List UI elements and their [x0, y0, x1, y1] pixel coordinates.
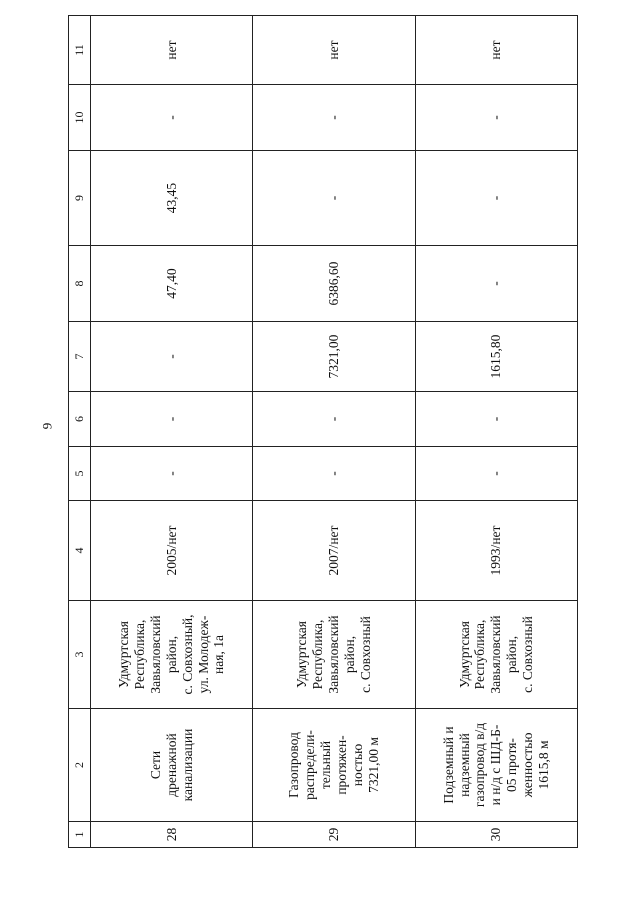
col10-cell: - [91, 85, 253, 151]
col11-cell: нет [253, 16, 415, 85]
text-line: протяжен- [334, 735, 349, 795]
table-header-row [69, 16, 91, 848]
text-line: Удмуртская [115, 621, 131, 689]
object-name [415, 709, 577, 822]
header-cell: 2 [69, 709, 91, 822]
col6-cell: - [253, 392, 415, 447]
col7-cell: - [91, 322, 253, 392]
text-line: район, [341, 635, 357, 674]
col6-cell: - [91, 392, 253, 447]
text-line: район, [504, 635, 520, 674]
text-line: 1615,8 м [536, 740, 552, 790]
header-cell: 4 [69, 501, 91, 601]
table-row [91, 16, 253, 848]
text-line: с. Совхозный, [179, 614, 195, 695]
property-table [68, 15, 578, 848]
table-row [253, 16, 415, 848]
rotated-table-container [68, 16, 578, 848]
col6-cell: - [415, 392, 577, 447]
text-line: женностью [520, 732, 536, 798]
col8-cell: 47,40 [91, 246, 253, 322]
header-cell: 6 [69, 392, 91, 447]
text-line: район, [163, 635, 179, 674]
col11-cell: нет [415, 16, 577, 85]
table-row [415, 16, 577, 848]
col9-cell: - [415, 151, 577, 246]
text-line: канализации [179, 728, 195, 802]
col5-cell: - [91, 447, 253, 501]
text-line: тельный [318, 740, 334, 790]
text-line: Завьяловский [488, 615, 504, 694]
object-name [253, 709, 415, 822]
text-line: дренажной [163, 733, 179, 797]
row-number: 29 [253, 822, 415, 848]
col9-cell: 43,45 [91, 151, 253, 246]
row-number: 28 [91, 822, 253, 848]
header-cell: 10 [69, 85, 91, 151]
object-address [91, 601, 253, 709]
text-line: 7321,00 м [365, 737, 381, 793]
text-line: ная, 1а [211, 635, 227, 674]
year-cell: 2007/нет [253, 501, 415, 601]
text-line: Завьяловский [147, 615, 163, 694]
text-line: ностью [349, 743, 365, 787]
text-line: Республика, [472, 619, 488, 690]
object-name [91, 709, 253, 822]
col8-cell: - [415, 246, 577, 322]
header-cell: 1 [69, 822, 91, 848]
text-line: Сети [147, 750, 163, 780]
year-cell: 1993/нет [415, 501, 577, 601]
col8-cell: 6386,60 [253, 246, 415, 322]
text-line: надземный [456, 733, 472, 797]
text-line: газопровод в/д [472, 722, 488, 808]
col7-cell: 1615,80 [415, 322, 577, 392]
row-number: 30 [415, 822, 577, 848]
text-line: ул. Молодеж- [195, 615, 211, 694]
page-number: 9 [39, 422, 55, 430]
text-line: 05 протя- [504, 738, 520, 792]
text-line: Республика, [310, 619, 326, 690]
col9-cell: - [253, 151, 415, 246]
text-line: с. Совхозный [520, 616, 536, 693]
header-cell: 5 [69, 447, 91, 501]
text-line: и н/д с ШД-Б- [488, 724, 504, 806]
header-cell: 9 [69, 151, 91, 246]
year-cell: 2005/нет [91, 501, 253, 601]
header-cell: 3 [69, 601, 91, 709]
text-line: Удмуртская [456, 621, 472, 689]
header-cell: 11 [69, 16, 91, 85]
object-address [415, 601, 577, 709]
text-line: Завьяловский [326, 615, 342, 694]
col5-cell: - [253, 447, 415, 501]
text-line: Республика, [131, 619, 147, 690]
col11-cell: нет [91, 16, 253, 85]
col10-cell: - [415, 85, 577, 151]
col10-cell: - [253, 85, 415, 151]
text-line: распредели- [302, 730, 318, 800]
header-cell: 7 [69, 322, 91, 392]
text-line: Газопровод [286, 732, 302, 798]
col7-cell: 7321,00 [253, 322, 415, 392]
text-line: Подземный и [440, 726, 456, 804]
object-address [253, 601, 415, 709]
text-line: Удмуртская [294, 621, 310, 689]
text-line: с. Совхозный [357, 616, 373, 693]
col5-cell: - [415, 447, 577, 501]
header-cell: 8 [69, 246, 91, 322]
